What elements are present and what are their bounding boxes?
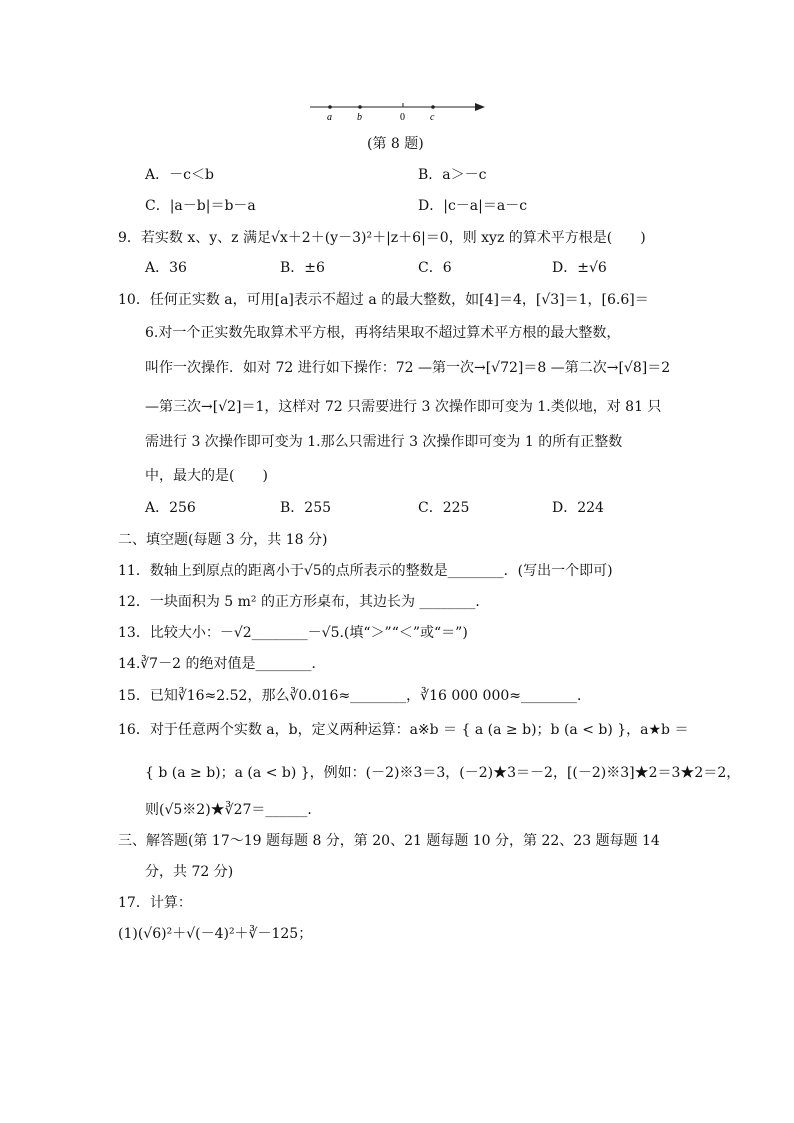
q10-option-b: B．255 (280, 500, 332, 516)
q10-line-5: 需进行 3 次操作即可变为 1.那么只需进行 3 次操作即可变为 1 的所有正整数 (145, 434, 623, 450)
point-a (328, 105, 332, 109)
q9-option-d: D．±√6 (552, 260, 607, 276)
q8-option-c: C．|a－b|＝b－a (145, 198, 256, 214)
number-line-arrow (475, 103, 485, 111)
q17-part-1: (1)(√6)²＋√(－4)²＋∛－125； (118, 926, 313, 942)
section-2-heading: 二、填空题(每题 3 分，共 18 分) (118, 532, 328, 548)
label-c: c (430, 112, 435, 123)
q10-option-a: A．256 (145, 500, 196, 516)
q8-option-d: D．|c－a|＝a－c (418, 198, 528, 214)
q9-stem: 9．若实数 x、y、z 满足√x＋2＋(y－3)²＋|z＋6|＝0，则 xyz 的算术平方根是( ) (118, 230, 646, 246)
q13: 13．比较大小：－√2________－√5.(填“＞”“＜”或“＝”) (118, 625, 468, 641)
q14: 14.∛7－2 的绝对值是________． (118, 656, 326, 672)
section-3-heading-line-2: 分，共 72 分) (145, 864, 234, 880)
section-3-heading-line-1: 三、解答题(第 17～19 题每题 8 分，第 20、21 题每题 10 分，第 22、23 题每题 14 (118, 833, 660, 849)
q10-line-1: 10．任何正实数 a，可用[a]表示不超过 a 的最大整数，如[4]＝4，[√3]＝1，[6.6]＝ (118, 292, 649, 308)
q17-title: 17．计算： (118, 895, 192, 911)
figure-caption: (第 8 题) (367, 136, 424, 152)
q8-option-b: B．a＞－c (418, 167, 487, 183)
q11: 11．数轴上到原点的距离小于√5的点所表示的整数是________．(写出一个即可) (118, 563, 613, 579)
q9-option-a: A．36 (145, 260, 187, 276)
point-b (358, 105, 362, 109)
point-c (431, 105, 435, 109)
q10-line-6: 中，最大的是( ) (145, 468, 268, 484)
label-a: a (327, 112, 332, 123)
number-line-figure (305, 96, 495, 126)
q16-line-2: { b (a ≥ b)；a (a < b) }，例如：(－2)※3＝3，(－2)★3＝－2，[(－2)※3]★2＝3★2＝2， (145, 765, 741, 781)
q10-option-c: C．225 (418, 500, 470, 516)
q12: 12．一块面积为 5 m² 的正方形桌布，其边长为 ________． (118, 594, 490, 610)
q10-line-3: 叫作一次操作．如对 72 进行如下操作：72 —第一次→[√72]＝8 —第二次→[√8]＝2 (145, 360, 671, 376)
q10-line-4: —第三次→[√2]＝1，这样对 72 只需要进行 3 次操作即可变为 1.类似地，对 81 只 (145, 399, 662, 415)
q10-line-2: 6.对一个正实数先取算术平方根，再将结果取不超过算术平方根的最大整数， (145, 325, 621, 341)
q9-option-c: C．6 (418, 260, 452, 276)
label-b: b (357, 112, 362, 123)
label-zero: 0 (400, 112, 405, 123)
q16-line-1: 16．对于任意两个实数 a，b，定义两种运算：a※b ＝ { a (a ≥ b)；b (a < b) }，a★b ＝ (118, 722, 689, 738)
q10-option-d: D．224 (552, 500, 604, 516)
q15: 15．已知∛16≈2.52，那么∛0.016≈________，∛16 000 000≈________． (118, 688, 591, 704)
q16-line-3: 则(√5※2)★∛27＝______． (145, 802, 322, 818)
q9-option-b: B．±6 (280, 260, 325, 276)
q8-option-a: A．－c＜b (145, 167, 214, 183)
